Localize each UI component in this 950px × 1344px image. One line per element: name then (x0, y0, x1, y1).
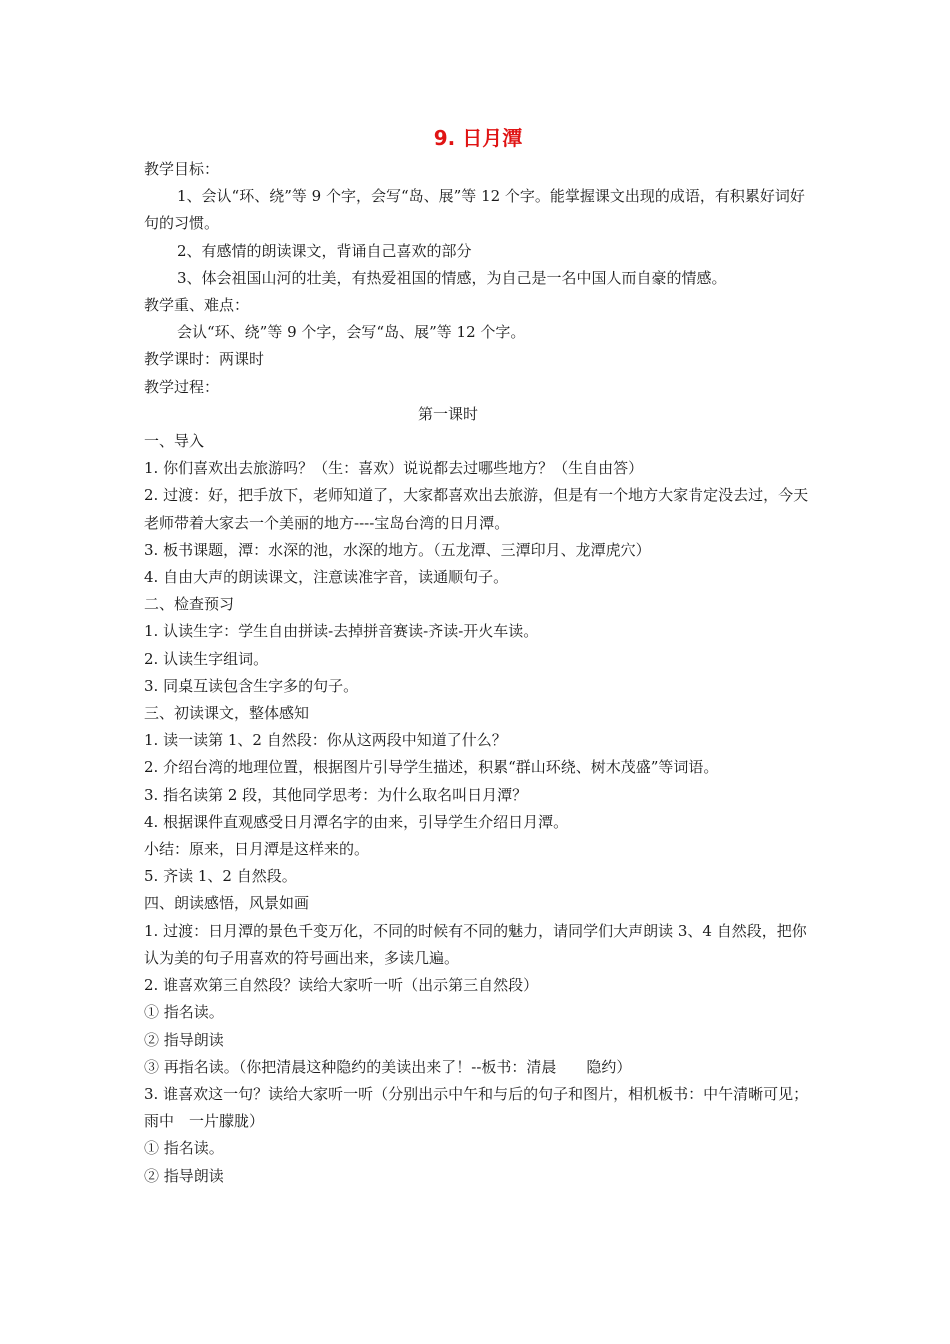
goal-item-3: 3、体会祖国山河的壮美，有热爱祖国的情感，为自己是一名中国人而自豪的情感。 (177, 268, 727, 287)
section-heading-process: 教学过程： (144, 377, 220, 396)
part-heading-intro: 一、导入 (144, 432, 205, 451)
first-reading-summary: 小结：原来，日月潭是这样来的。 (144, 840, 370, 859)
part-heading-first-reading: 三、初读课文，整体感知 (144, 704, 310, 723)
first-reading-step-5: 5. 齐读 1、2 自然段。 (144, 867, 297, 886)
part-heading-appreciation: 四、朗读感悟，风景如画 (144, 894, 310, 913)
goal-item-2: 2、有感情的朗读课文，背诵自己喜欢的部分 (177, 241, 472, 260)
appreciation-substep-3: ③ 再指名读。（你把清晨这种隐约的美读出来了！--板书：清晨 隐约） (144, 1057, 632, 1076)
section-heading-key-points: 教学重、难点： (144, 296, 250, 315)
first-reading-step-4: 4. 根据课件直观感受日月潭名字的由来，引导学生介绍日月潭。 (144, 812, 569, 831)
appreciation-step-1: 1. 过渡：日月潭的景色千变万化，不同的时候有不同的魅力，请同学们大声朗读 3、4 自然段，把你认为美的句子用喜欢的符号画出来，多读几遍。 (144, 921, 807, 967)
appreciation-step-3: 3. 谁喜欢这一句？读给大家听一听（分别出示中午和与后的句子和图片，相机板书：中午清晰可见；雨中 一片朦胧） (144, 1084, 809, 1131)
section-heading-goals: 教学目标： (144, 160, 220, 178)
class-hours: 教学课时：两课时 (144, 350, 265, 369)
first-reading-step-1: 1. 读一读第 1、2 自然段：你从这两段中知道了什么？ (144, 731, 507, 750)
first-reading-step-3: 3. 指名读第 2 段，其他同学思考：为什么取名叫日月潭？ (144, 785, 528, 804)
appreciation-substep-2: ② 指导朗读 (144, 1030, 224, 1049)
intro-step-4: 4. 自由大声的朗读课文，注意读准字音，读通顺句子。 (144, 568, 509, 587)
intro-step-1: 1. 你们喜欢出去旅游吗？（生：喜欢）说说都去过哪些地方？（生自由答） (144, 459, 644, 478)
key-points-text: 会认“环、绕”等 9 个字，会写“岛、展”等 12 个字。 (177, 323, 526, 342)
document-body (144, 124, 812, 1190)
appreciation-substep-5: ② 指导朗读 (144, 1166, 224, 1185)
lesson-heading-first: 第一课时 (417, 404, 478, 423)
preview-step-3: 3. 同桌互读包含生字多的句子。 (144, 676, 359, 695)
first-reading-step-2: 2. 介绍台湾的地理位置，根据图片引导学生描述，积累“群山环绕、树木茂盛”等词语。 (144, 758, 719, 777)
preview-step-2: 2. 认读生字组词。 (144, 649, 269, 668)
intro-step-3: 3. 板书课题，潭：水深的池，水深的地方。（五龙潭、三潭印月、龙潭虎穴） (144, 540, 651, 559)
goal-item-1: 1、会认“环、绕”等 9 个字，会写“岛、展”等 12 个字。能掌握课文出现的成语，有积累好词好句的习惯。 (144, 187, 805, 233)
appreciation-substep-4: ① 指名读。 (144, 1139, 224, 1158)
intro-step-2: 2. 过渡：好，把手放下，老师知道了，大家都喜欢出去旅游，但是有一个地方大家肯定没去过，今天老师带着大家去一个美丽的地方----宝岛台湾的日月潭。 (144, 486, 809, 532)
appreciation-step-2: 2. 谁喜欢第三自然段？读给大家听一听（出示第三自然段） (144, 976, 539, 995)
document-title: 9. 日月潭 (433, 126, 523, 150)
preview-step-1: 1. 认读生字：学生自由拼读-去掉拼音赛读-齐读-开火车读。 (144, 622, 539, 641)
part-heading-preview: 二、检查预习 (144, 595, 235, 614)
appreciation-substep-1: ① 指名读。 (144, 1003, 224, 1022)
